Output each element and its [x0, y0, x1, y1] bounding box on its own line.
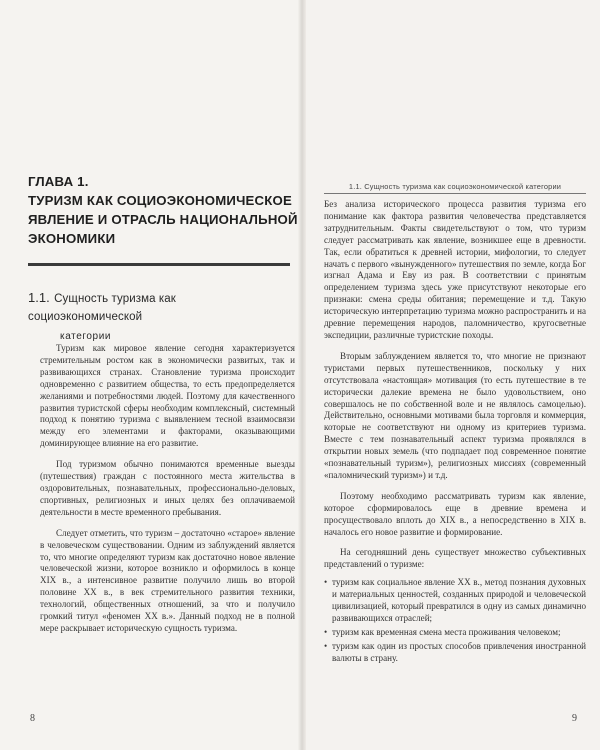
paragraph: Туризм как мировое явление сегодня характеризуется стремительным ростом как в экономически развитых, так и развивающихся странах. Становление туризма происходит одновременно с развитием общества, то есть предопределяется желаниями и потребностями людей. Поэтому для качественного развития туристской сферы необходим комплексный, системный подход к понятию туризма с выявлением тесной взаимосвязи между его элементами и факторами, оказывающими доминирующее влияние на его развитие.: [40, 343, 295, 449]
chapter-heading-line: ЯВЛЕНИЕ И ОТРАСЛЬ НАЦИОНАЛЬНОЙ: [28, 212, 298, 227]
chapter-heading: [28, 172, 298, 248]
bullet-text: туризм как социальное явление XX в., метод познания духовных и материальных ценностей, созданных природой и человеческой цивилизацией, который превратился в одну из самых динамично развивающихся отраслей;: [332, 577, 586, 623]
section-number: 1.1.: [28, 290, 50, 305]
section-title-line2: категории: [60, 331, 112, 342]
bullet-marker: •: [324, 577, 328, 588]
book-gutter: [298, 0, 306, 750]
paragraph: Под туризмом обычно понимаются временные выезды (путешествия) граждан с постоянного места жительства в оздоровительных, познавательных, профессионально-деловых, спортивных, религиозных и иных целях без оплачиваемой деятельности в месте временного пребывания.: [40, 459, 295, 517]
paragraph: Без анализа исторического процесса развития туризма его понимание как фактора развития человечества представляется затруднительным. Факты свидетельствуют о том, что туризм следует рассматривать как явление, возникшее еще в древности. Так, если обратиться к древней истории, мифологии, то следует начать с первого «вынужденного» путешествия по земле, когда Бог изгнал Адама и Еву из рая. В соответствии с принятым определением туризма здесь уже присутствуют некоторые его признаки: смена среды обитания; перемещение и т.д. Такую историческую интерпретацию туризма можно распространить и на древние перемещения народов, паломничество, кругосветные экспедиции, различные туристские походы.: [324, 199, 586, 340]
chapter-heading-line: ТУРИЗМ КАК СОЦИОЭКОНОМИЧЕСКОЕ: [28, 193, 292, 208]
bullet-text: туризм как временная смена места проживания человеком;: [332, 626, 561, 637]
left-body-text: [40, 343, 295, 635]
bullet-marker: •: [324, 626, 328, 637]
running-head-rule: [324, 193, 586, 194]
chapter-heading-line: ГЛАВА 1.: [28, 174, 89, 189]
paragraph: На сегодняшний день существует множество субъективных представлений о туризме:: [324, 547, 586, 570]
paragraph: Следует отметить, что туризм – достаточно «старое» явление в человеческом существовании. Одним из заблуждений является то, что многие определяют туризм как достаточно новое явление человеческой жизни, которое возникло и оформилось в конце XIX в., а интенсивное развитие получило лишь во второй половине XX в., в век стремительного развития техники, технологий, общественных отношений, за что и получило громкий титул «феномен XX в.». Данный подход не в полной мере раскрывает историческую сущность туризма.: [40, 527, 295, 633]
running-head: 1.1. Сущность туризма как социоэкономической категории: [348, 182, 562, 191]
bullet-item: [324, 627, 586, 639]
bullet-list: [324, 577, 586, 664]
section-title-line1: Сущность туризма как социоэкономической: [28, 293, 176, 323]
paragraph: Поэтому необходимо рассматривать туризм как явление, которое сформировалось еще в древние времена и просуществовало вплоть до XIX в., а непосредственно в XIX в. началось его новое развитие и формирование.: [324, 490, 586, 537]
bullet-item: [324, 577, 586, 625]
chapter-heading-line: ЭКОНОМИКИ: [28, 231, 116, 246]
page-number-right: 9: [572, 713, 577, 724]
page-number-left: 8: [30, 713, 35, 724]
paragraph: Вторым заблуждением является то, что многие не признают туристами первых путешественников, поскольку у них отсутствовала «настоящая» мотивация (то есть путешествие в те исторически далекие времена не было удовольствием, оно совершалось не по собственной воле и не являлось самоцелью). Действительно, основными мотивами была торговля и коммерция, которые не соответствуют ни одному из критериев туризма. Вместе с тем познавательный аспект туризма проявлялся в открытии новых земель (что подпадает под современное понятие «познавательный туризм»), религиозных миссиях (современный «паломнический туризм») и т.д.: [324, 350, 586, 480]
right-body-text: [324, 199, 586, 665]
bullet-text: туризм как один из простых способов привлечения иностранной валюты в страну.: [332, 640, 586, 663]
section-heading: [28, 289, 290, 342]
chapter-divider: [28, 263, 290, 266]
bullet-marker: •: [324, 640, 328, 651]
bullet-item: [324, 641, 586, 665]
